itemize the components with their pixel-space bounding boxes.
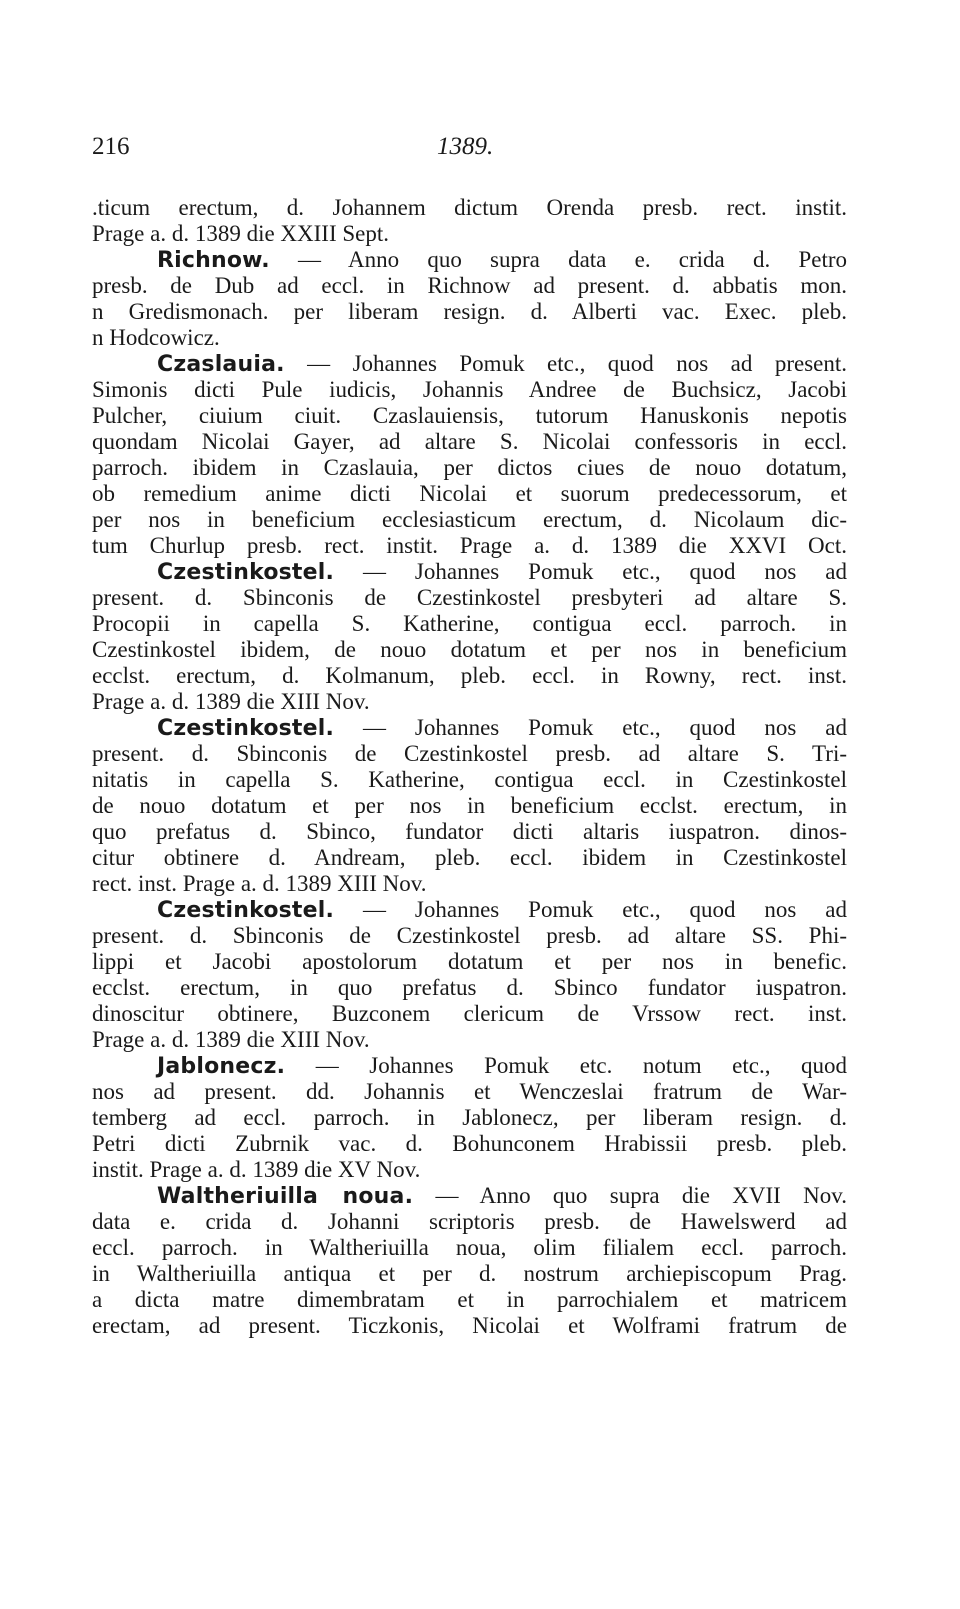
text-line	[92, 455, 847, 481]
text-line	[92, 507, 847, 533]
line-text: erectam, ad present. Ticzkonis, Nicolai et Wolframi fratrum de	[92, 1313, 847, 1338]
entry-heading: Waltheriuilla noua.	[157, 1184, 414, 1209]
text-line	[92, 793, 847, 819]
line-text: Prage a. d. 1389 die XIII Nov.	[92, 1027, 370, 1052]
entry-heading: Czestinkostel.	[157, 716, 335, 741]
line-text: eccl. parroch. in Waltheriuilla noua, olim filialem eccl. parroch.	[92, 1235, 847, 1260]
line-text: — Johannes Pomuk etc. notum etc., quod	[285, 1053, 847, 1078]
running-head	[92, 133, 852, 169]
line-text: lippi et Jacobi apostolorum dotatum et per nos in benefic.	[92, 949, 847, 974]
line-text: quondam Nicolai Gayer, ad altare S. Nicolai confessoris in eccl.	[92, 429, 847, 454]
text-line	[92, 1209, 847, 1235]
text-line	[92, 949, 847, 975]
line-text: per nos in beneficium ecclesiasticum erectum, d. Nicolaum dic-	[92, 507, 847, 532]
line-text: nitatis in capella S. Katherine, contigua eccl. in Czestinkostel	[92, 767, 847, 792]
text-line	[92, 195, 847, 221]
line-text: ecclst. erectum, in quo prefatus d. Sbinco fundator iuspatron.	[92, 975, 847, 1000]
line-text: presb. de Dub ad eccl. in Richnow ad present. d. abbatis mon.	[92, 273, 847, 298]
text-line	[92, 325, 847, 351]
line-text: — Johannes Pomuk etc., quod nos ad	[334, 559, 847, 584]
line-text: dinoscitur obtinere, Buzconem clericum de Vrssow rect. inst.	[92, 1001, 847, 1026]
line-text: — Johannes Pomuk etc., quod nos ad	[334, 715, 847, 740]
line-text: Pulcher, ciuium ciuit. Czaslauiensis, tutorum Hanuskonis nepotis	[92, 403, 847, 428]
entry-first-line	[92, 1053, 847, 1079]
line-text: Prage a. d. 1389 die XXIII Sept.	[92, 221, 390, 246]
entry-first-line	[92, 897, 847, 923]
text-line	[92, 585, 847, 611]
line-text: present. d. Sbinconis de Czestinkostel presb. ad altare SS. Phi-	[92, 923, 847, 948]
text-line	[92, 819, 847, 845]
text-line	[92, 481, 847, 507]
line-text: instit. Prage a. d. 1389 die XV Nov.	[92, 1157, 421, 1182]
entry-first-line	[92, 247, 847, 273]
text-line	[92, 663, 847, 689]
text-line	[92, 1001, 847, 1027]
line-text: Petri dicti Zubrnik vac. d. Bohunconem Hrabissii presb. pleb.	[92, 1131, 847, 1156]
line-text: Procopii in capella S. Katherine, contigua eccl. parroch. in	[92, 611, 847, 636]
text-line	[92, 767, 847, 793]
line-text: — Anno quo supra die XVII Nov.	[413, 1183, 847, 1208]
line-text: ob remedium anime dicti Nicolai et suorum predecessorum, et	[92, 481, 847, 506]
line-text: — Johannes Pomuk etc., quod nos ad present.	[284, 351, 847, 376]
text-line	[92, 975, 847, 1001]
line-text: n Gredismonach. per liberam resign. d. Alberti vac. Exec. pleb.	[92, 299, 847, 324]
text-line	[92, 1235, 847, 1261]
line-text: .ticum erectum, d. Johannem dictum Orenda presb. rect. instit.	[92, 195, 847, 220]
text-line	[92, 429, 847, 455]
line-text: citur obtinere d. Andream, pleb. eccl. ibidem in Czestinkostel	[92, 845, 847, 870]
entry-heading: Jablonecz.	[157, 1054, 286, 1079]
entry-heading: Richnow.	[157, 248, 270, 273]
line-text: temberg ad eccl. parroch. in Jablonecz, per liberam resign. d.	[92, 1105, 847, 1130]
line-text: — Anno quo supra data e. crida d. Petro	[269, 247, 847, 272]
entry-first-line	[92, 1183, 847, 1209]
text-line	[92, 741, 847, 767]
running-head-year: 1389.	[437, 133, 494, 160]
text-line	[92, 1313, 847, 1339]
entry-heading: Czestinkostel.	[157, 898, 335, 923]
text-line	[92, 377, 847, 403]
line-text: de nouo dotatum et per nos in beneficium ecclst. erectum, in	[92, 793, 847, 818]
line-text: Simonis dicti Pule iudicis, Johannis Andree de Buchsicz, Jacobi	[92, 377, 847, 402]
text-line	[92, 1079, 847, 1105]
line-text: present. d. Sbinconis de Czestinkostel presb. ad altare S. Tri-	[92, 741, 847, 766]
line-text: — Johannes Pomuk etc., quod nos ad	[334, 897, 847, 922]
text-line	[92, 1131, 847, 1157]
text-line	[92, 1157, 847, 1183]
line-text: rect. inst. Prage a. d. 1389 XIII Nov.	[92, 871, 427, 896]
entry-heading: Czaslauia.	[157, 352, 285, 377]
line-text: n Hodcowicz.	[92, 325, 220, 350]
text-line	[92, 845, 847, 871]
line-text: parroch. ibidem in Czaslauia, per dictos ciues de nouo dotatum,	[92, 455, 847, 480]
text-line	[92, 299, 847, 325]
line-text: a dicta matre dimembratam et in parrochialem et matricem	[92, 1287, 847, 1312]
line-text: nos ad present. dd. Johannis et Wenczeslai fratrum de War-	[92, 1079, 847, 1104]
line-text: present. d. Sbinconis de Czestinkostel presbyteri ad altare S.	[92, 585, 847, 610]
line-text: ecclst. erectum, d. Kolmanum, pleb. eccl. in Rowny, rect. inst.	[92, 663, 847, 688]
text-line	[92, 1105, 847, 1131]
entry-first-line	[92, 351, 847, 377]
text-line	[92, 689, 847, 715]
line-text: quo prefatus d. Sbinco, fundator dicti altaris iuspatron. dinos-	[92, 819, 847, 844]
text-line	[92, 923, 847, 949]
text-line	[92, 871, 847, 897]
line-text: Czestinkostel ibidem, de nouo dotatum et per nos in beneficium	[92, 637, 847, 662]
text-line	[92, 1027, 847, 1053]
text-line	[92, 221, 847, 247]
text-line	[92, 637, 847, 663]
text-line	[92, 403, 847, 429]
entry-first-line	[92, 715, 847, 741]
text-line	[92, 533, 847, 559]
text-line	[92, 273, 847, 299]
entry-first-line	[92, 559, 847, 585]
line-text: Prage a. d. 1389 die XIII Nov.	[92, 689, 370, 714]
text-line	[92, 1287, 847, 1313]
body-text	[92, 195, 847, 1339]
line-text: tum Churlup presb. rect. instit. Prage a. d. 1389 die XXVI Oct.	[92, 533, 847, 558]
text-line	[92, 611, 847, 637]
line-text: in Waltheriuilla antiqua et per d. nostrum archiepiscopum Prag.	[92, 1261, 847, 1286]
text-line	[92, 1261, 847, 1287]
entry-heading: Czestinkostel.	[157, 560, 335, 585]
page-number: 216	[92, 133, 130, 160]
line-text: data e. crida d. Johanni scriptoris presb. de Hawelswerd ad	[92, 1209, 847, 1234]
